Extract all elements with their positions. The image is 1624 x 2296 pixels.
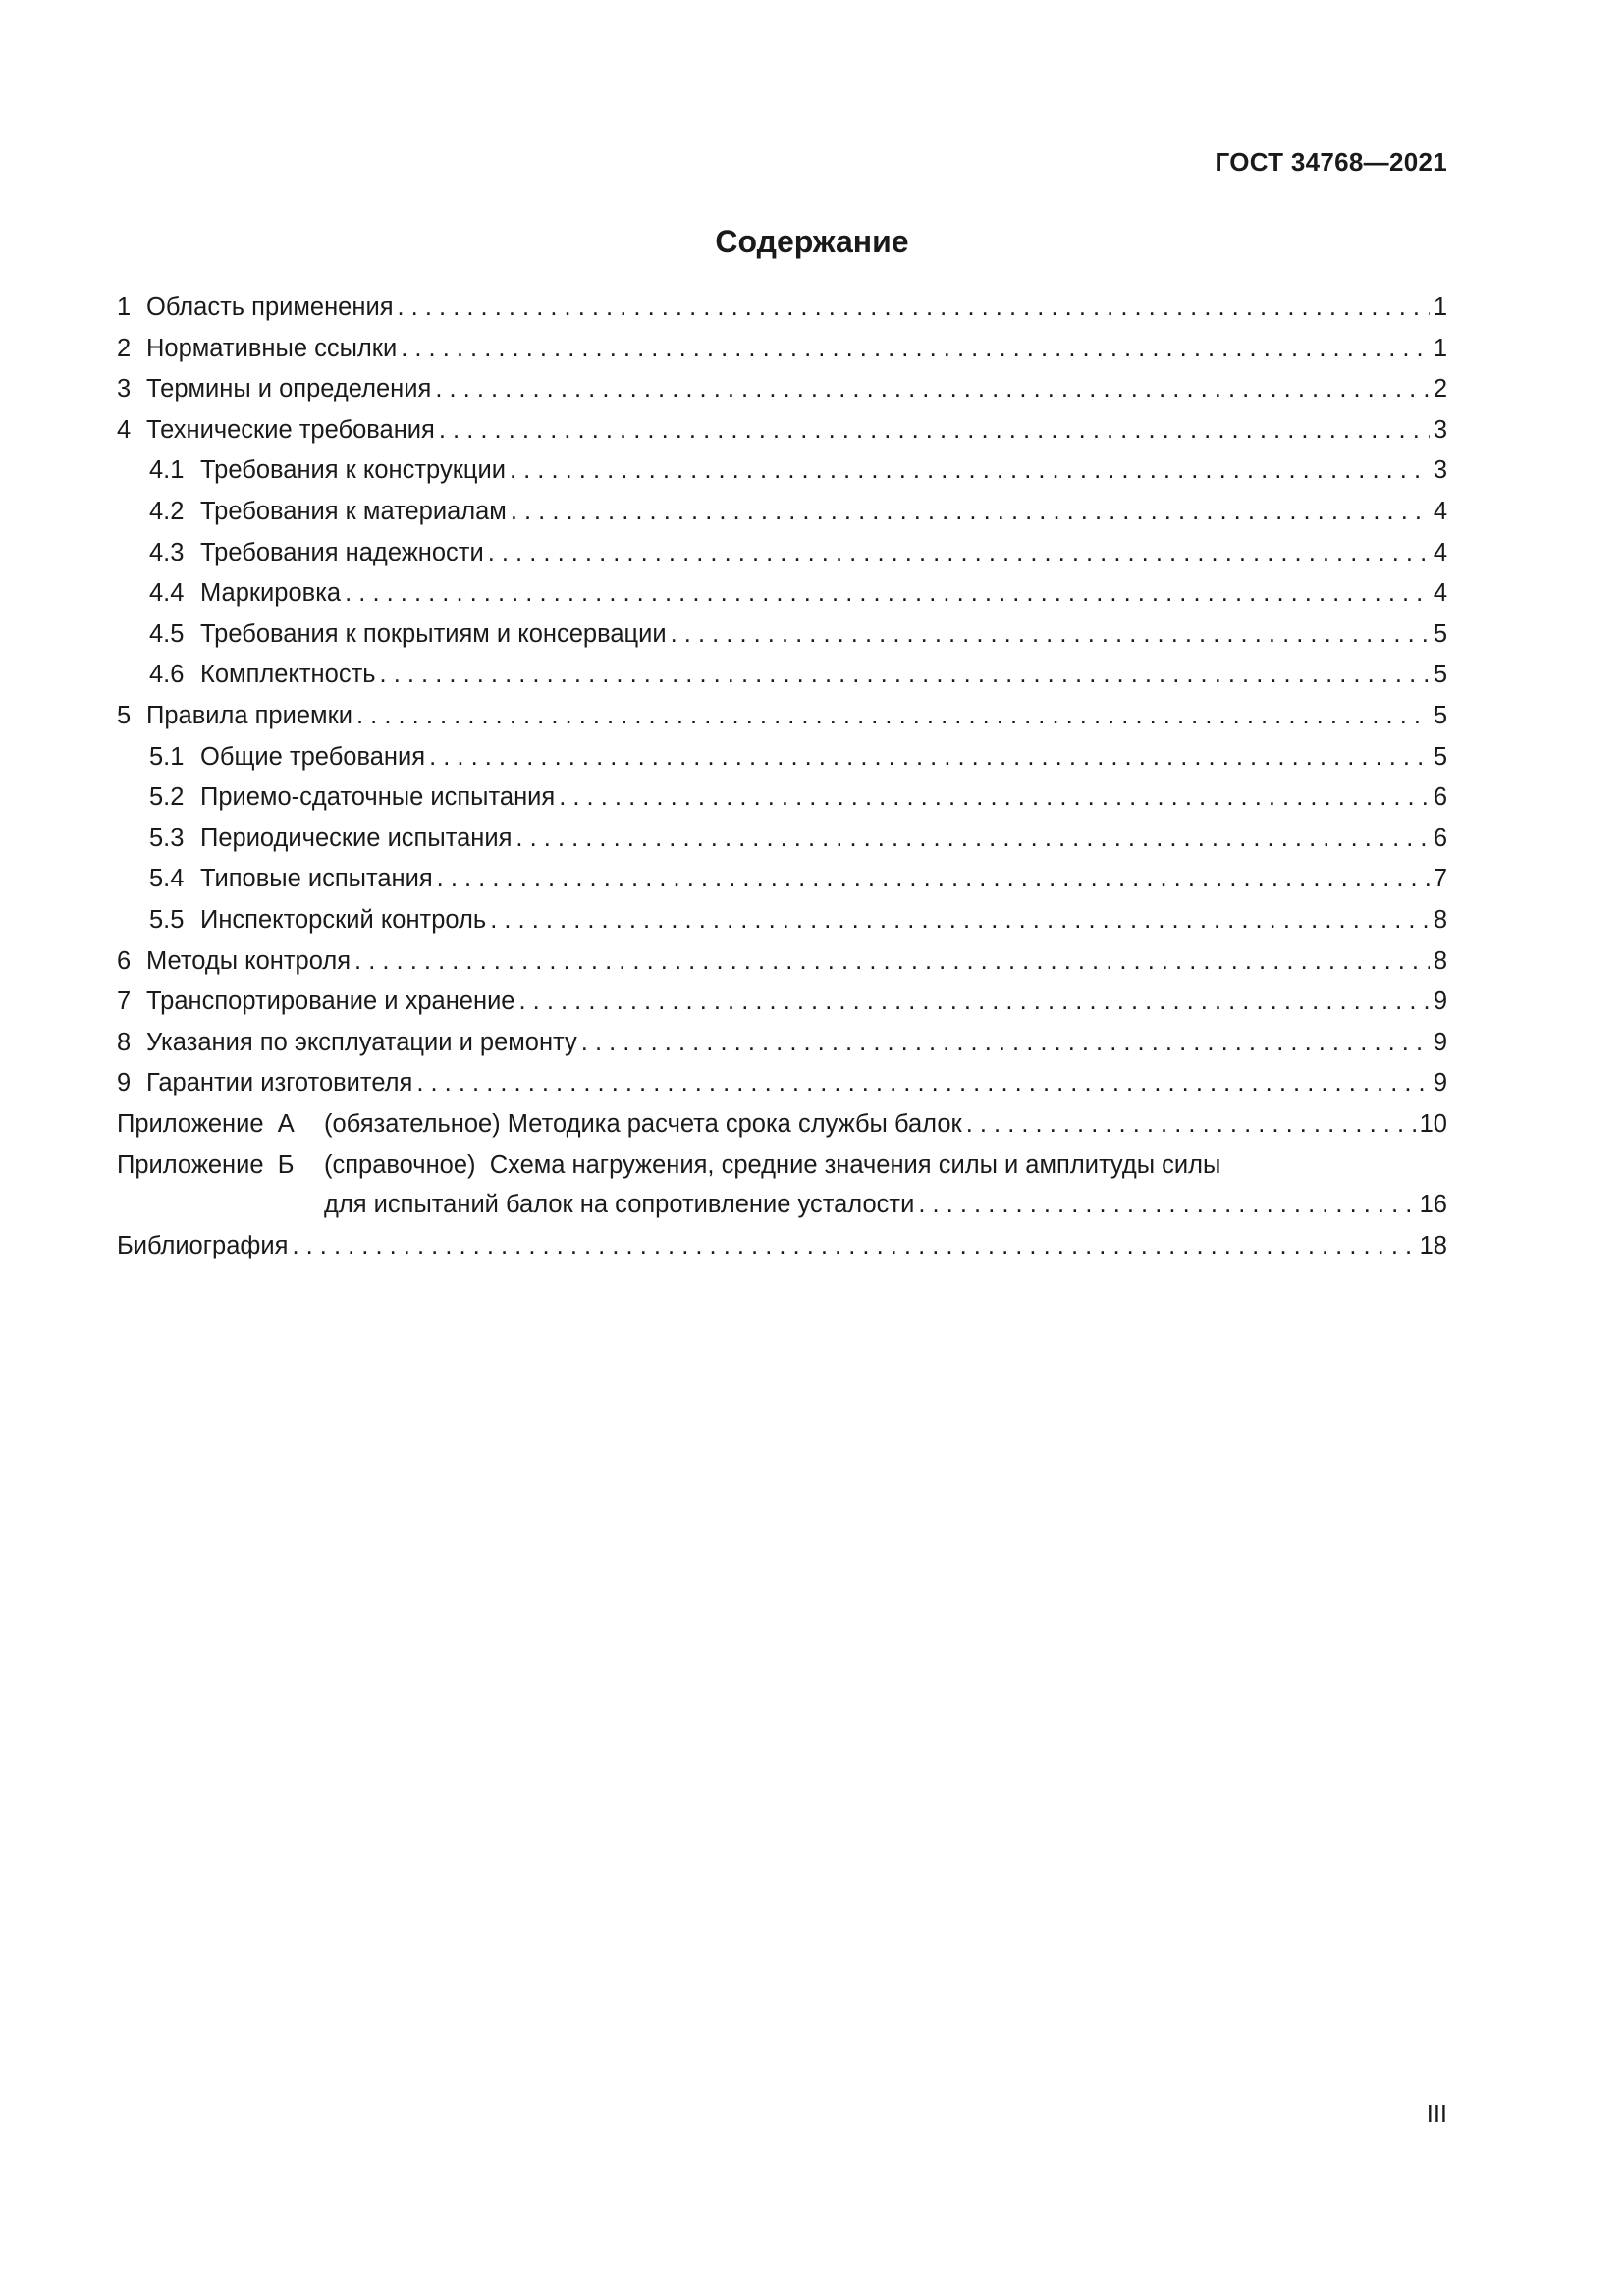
toc-leader-dots [519,982,1430,1023]
toc-entry-page: 8 [1433,946,1447,975]
toc-entry-page: 3 [1433,456,1447,485]
toc-entry-title: Требования к материалам [200,497,507,525]
appendix-label: Приложение Б [117,1151,295,1180]
toc-entry-number: 5.4 [149,865,185,893]
toc-entry-page: 5 [1433,701,1447,729]
toc-entry-number: 4.4 [149,579,185,608]
toc-entry-number: 8 [117,1028,132,1056]
toc-entry-title: Комплектность [200,661,376,689]
toc-entry-page: 9 [1433,1028,1447,1056]
toc-leader-dots [918,1183,1415,1226]
toc-entry-page: 5 [1433,661,1447,689]
toc-entry-page: 18 [1419,1232,1447,1260]
toc-leader-dots [559,777,1430,819]
toc-leader-dots [401,329,1430,370]
toc-entry-page: 9 [1433,988,1447,1016]
toc-appendix-a[interactable] [117,1104,1447,1146]
toc-leader-dots [966,1104,1416,1146]
toc-entry-title: Гарантии изготовителя [146,1069,413,1097]
toc-entry-title: Методы контроля [146,946,352,975]
toc-entry-6[interactable] [117,941,1447,983]
toc-leader-dots [490,900,1430,941]
toc-bibliography[interactable] [117,1226,1447,1267]
toc-entry-title: Маркировка [200,579,342,608]
toc-entry-5-1[interactable] [117,737,1447,778]
toc-entry-number: 6 [117,946,132,975]
appendix-title-continued: для испытаний балок на сопротивление усталости [324,1191,915,1219]
toc-entry-title: Требования надежности [200,538,484,566]
toc-entry-number: 4.3 [149,538,185,566]
toc-entry-9[interactable] [117,1063,1447,1104]
toc-entry-page: 1 [1433,294,1447,321]
toc-entry-4[interactable] [117,410,1447,452]
document-code: ГОСТ 34768—2021 [1215,147,1447,177]
page-number: III [1426,2101,1447,2128]
toc-leader-dots [439,410,1430,452]
toc-entry-8[interactable] [117,1023,1447,1064]
toc-entry-title: Требования к конструкции [200,456,506,485]
toc-entry-4-5[interactable] [117,614,1447,656]
toc-entry-5-5[interactable] [117,900,1447,941]
toc-entry-number: 5.1 [149,742,185,771]
toc-entry-page: 4 [1433,538,1447,566]
toc-entry-number: 5 [117,701,132,729]
toc-entry-4-2[interactable] [117,492,1447,533]
toc-leader-dots [292,1226,1415,1267]
toc-entry-page: 4 [1433,579,1447,608]
toc-entry-title: Требования к покрытиям и консервации [200,619,667,648]
toc-entry-5-3[interactable] [117,819,1447,860]
toc-entry-title: Технические требования [146,415,435,444]
toc-entry-page: 6 [1433,824,1447,852]
toc-entry-number: 4.6 [149,661,185,689]
toc-entry-page: 6 [1433,783,1447,812]
toc-entry-title: Указания по эксплуатации и ремонту [146,1028,577,1056]
toc-entry-page: 7 [1433,865,1447,893]
toc-entry-title: Нормативные ссылки [146,334,398,362]
toc-entry-title: Термины и определения [146,375,432,403]
toc-entry-page: 3 [1433,415,1447,444]
toc-entry-4-6[interactable] [117,655,1447,696]
toc-entry-number: 4 [117,415,132,444]
toc-entry-3[interactable] [117,369,1447,410]
toc-entry-title: Приемо-сдаточные испытания [200,783,556,812]
toc-entry-number: 2 [117,334,132,362]
toc-leader-dots [398,288,1430,329]
toc-entry-1[interactable] [117,288,1447,329]
toc-entry-5-4[interactable] [117,859,1447,900]
toc-entry-number: 4.1 [149,456,185,485]
toc-leader-dots [437,859,1430,900]
toc-leader-dots [354,941,1430,983]
toc-entry-5-2[interactable] [117,777,1447,819]
toc-entry-page: 10 [1419,1109,1447,1138]
toc-leader-dots [488,533,1430,574]
toc-entry-page: 1 [1433,334,1447,362]
table-of-contents [117,288,1447,1267]
toc-entry-title: Инспекторский контроль [200,905,487,934]
toc-entry-number: 1 [117,294,132,321]
toc-entry-number: 5.2 [149,783,185,812]
toc-entry-number: 7 [117,988,132,1016]
toc-leader-dots [435,369,1430,410]
toc-entry-number: 4.2 [149,497,185,525]
appendix-title: (обязательное) Методика расчета срока службы балок [324,1109,962,1138]
page-title: Содержание [715,224,909,259]
toc-entry-page: 5 [1433,742,1447,771]
toc-entry-page: 5 [1433,619,1447,648]
toc-leader-dots [356,696,1430,737]
toc-entry-number: 9 [117,1069,132,1097]
toc-entry-title: Периодические испытания [200,824,513,852]
toc-entry-title: Типовые испытания [200,865,433,893]
toc-entry-page: 4 [1433,497,1447,525]
toc-appendix-b[interactable] [117,1148,1447,1226]
toc-leader-dots [671,614,1430,656]
toc-entry-page: 2 [1433,375,1447,403]
toc-entry-5[interactable] [117,696,1447,737]
toc-entry-title: Правила приемки [146,701,352,729]
toc-entry-page: 16 [1419,1191,1447,1219]
toc-entry-number: 5.5 [149,905,185,934]
appendix-title: (справочное) Схема нагружения, средние значения силы и амплитуды силы [324,1151,1221,1180]
toc-leader-dots [581,1023,1430,1064]
toc-entry-title: Общие требования [200,742,426,771]
toc-entry-2[interactable] [117,329,1447,370]
toc-leader-dots [429,737,1430,778]
toc-entry-4-3[interactable] [117,533,1447,574]
toc-leader-dots [380,655,1430,696]
toc-entry-7[interactable] [117,982,1447,1023]
toc-leader-dots [416,1063,1429,1104]
toc-leader-dots [515,819,1429,860]
toc-leader-dots [511,492,1430,533]
appendix-label: Приложение А [117,1109,295,1138]
toc-leader-dots [510,451,1430,492]
toc-entry-page: 8 [1433,905,1447,934]
toc-entry-number: 3 [117,375,132,403]
bibliography-title: Библиография [117,1232,289,1260]
toc-entry-4-4[interactable] [117,573,1447,614]
toc-entry-page: 9 [1433,1069,1447,1097]
toc-entry-number: 4.5 [149,619,185,648]
toc-leader-dots [345,573,1430,614]
toc-entry-title: Транспортирование и хранение [146,988,515,1016]
toc-entry-number: 5.3 [149,824,185,852]
toc-entry-4-1[interactable] [117,451,1447,492]
toc-entry-title: Область применения [146,294,394,321]
